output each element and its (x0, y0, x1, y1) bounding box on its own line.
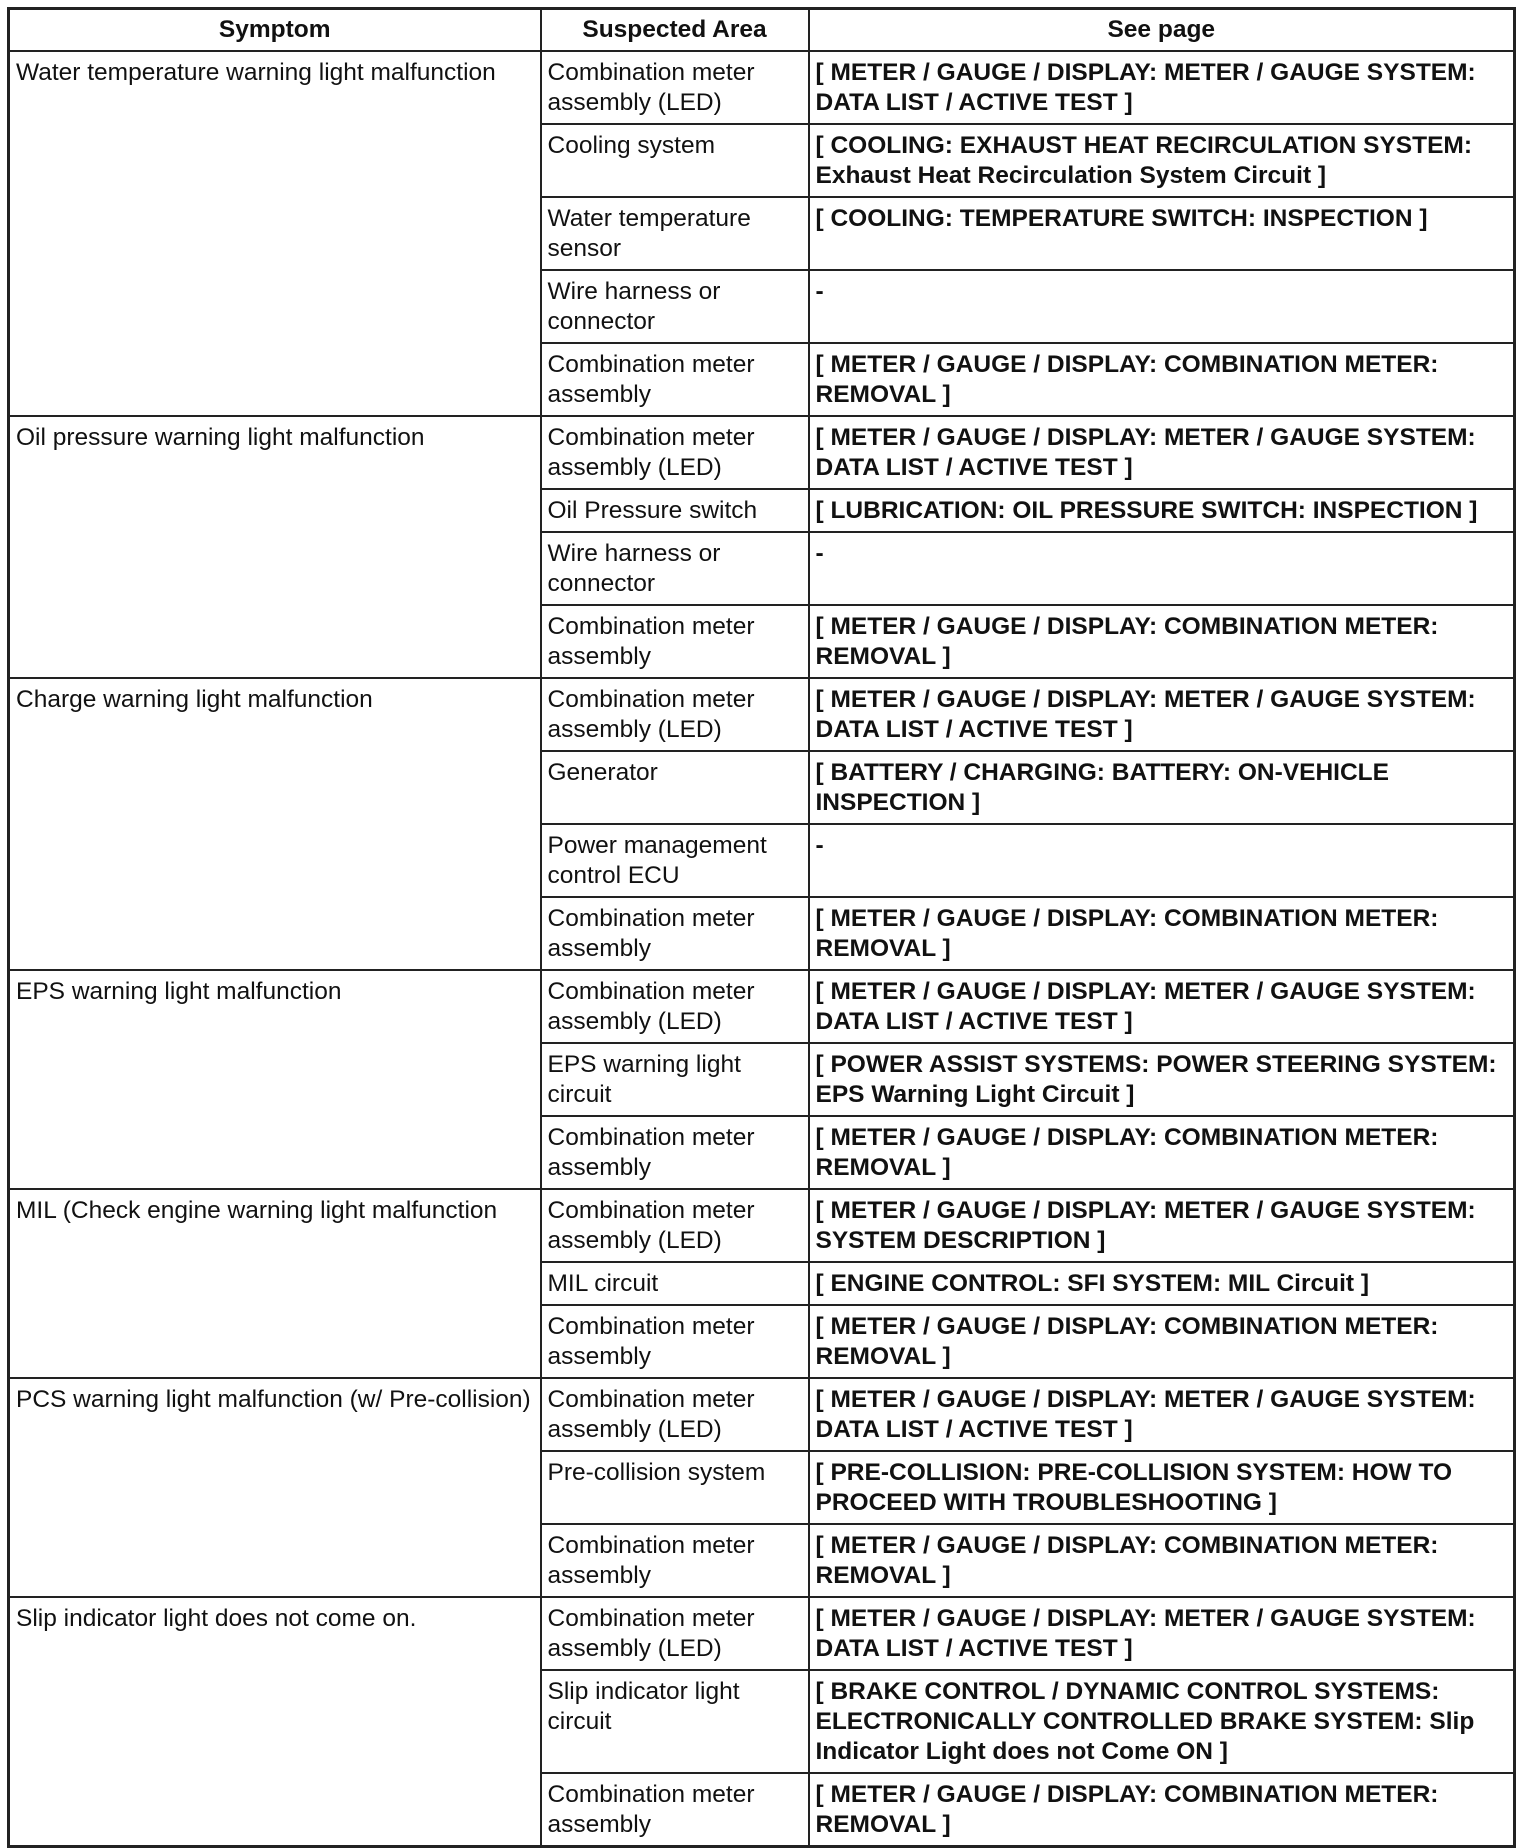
table-row (9, 1189, 1515, 1262)
suspected-area-cell: Combination meter assembly (LED) (541, 51, 809, 124)
suspected-area-cell: Combination meter assembly (541, 897, 809, 970)
see-page-reference-cell: [ COOLING: TEMPERATURE SWITCH: INSPECTION ] (809, 197, 1515, 270)
suspected-area-cell: Cooling system (541, 124, 809, 197)
see-page-reference-cell: [ METER / GAUGE / DISPLAY: COMBINATION METER: REMOVAL ] (809, 605, 1515, 678)
see-page-reference-cell: [ PRE-COLLISION: PRE-COLLISION SYSTEM: HOW TO PROCEED WITH TROUBLESHOOTING ] (809, 1451, 1515, 1524)
symptom-cell: PCS warning light malfunction (w/ Pre-collision) (9, 1378, 541, 1597)
suspected-area-cell: Generator (541, 751, 809, 824)
suspected-area-cell: MIL circuit (541, 1262, 809, 1305)
suspected-area-cell: Combination meter assembly (LED) (541, 1597, 809, 1670)
see-page-reference-cell: [ METER / GAUGE / DISPLAY: COMBINATION METER: REMOVAL ] (809, 343, 1515, 416)
see-page-reference-cell: [ METER / GAUGE / DISPLAY: COMBINATION METER: REMOVAL ] (809, 1305, 1515, 1378)
suspected-area-cell: Combination meter assembly (541, 343, 809, 416)
suspected-area-cell: Pre-collision system (541, 1451, 809, 1524)
see-page-reference-cell: [ METER / GAUGE / DISPLAY: METER / GAUGE SYSTEM: DATA LIST / ACTIVE TEST ] (809, 970, 1515, 1043)
see-page-reference-cell: [ METER / GAUGE / DISPLAY: METER / GAUGE SYSTEM: DATA LIST / ACTIVE TEST ] (809, 678, 1515, 751)
see-page-reference-cell: [ METER / GAUGE / DISPLAY: COMBINATION METER: REMOVAL ] (809, 1524, 1515, 1597)
see-page-reference-cell: - (809, 270, 1515, 343)
suspected-area-cell: EPS warning light circuit (541, 1043, 809, 1116)
see-page-reference-cell: [ METER / GAUGE / DISPLAY: METER / GAUGE SYSTEM: DATA LIST / ACTIVE TEST ] (809, 1597, 1515, 1670)
see-page-reference-cell: [ METER / GAUGE / DISPLAY: COMBINATION METER: REMOVAL ] (809, 1773, 1515, 1847)
table-row (9, 970, 1515, 1043)
see-page-reference-cell: [ METER / GAUGE / DISPLAY: METER / GAUGE SYSTEM: DATA LIST / ACTIVE TEST ] (809, 51, 1515, 124)
suspected-area-cell: Wire harness or connector (541, 270, 809, 343)
suspected-area-cell: Combination meter assembly (541, 1524, 809, 1597)
suspected-area-cell: Water temperature sensor (541, 197, 809, 270)
problem-symptoms-table (7, 7, 1516, 1848)
suspected-area-cell: Combination meter assembly (LED) (541, 1189, 809, 1262)
see-page-reference-cell: [ BATTERY / CHARGING: BATTERY: ON-VEHICLE INSPECTION ] (809, 751, 1515, 824)
suspected-area-cell: Combination meter assembly (541, 1116, 809, 1189)
see-page-reference-cell: [ METER / GAUGE / DISPLAY: METER / GAUGE SYSTEM: DATA LIST / ACTIVE TEST ] (809, 416, 1515, 489)
header-see-page: See page (809, 9, 1515, 51)
see-page-reference-cell: [ METER / GAUGE / DISPLAY: COMBINATION METER: REMOVAL ] (809, 897, 1515, 970)
table-row (9, 51, 1515, 124)
suspected-area-cell: Combination meter assembly (541, 1305, 809, 1378)
suspected-area-cell: Slip indicator light circuit (541, 1670, 809, 1773)
see-page-reference-cell: [ BRAKE CONTROL / DYNAMIC CONTROL SYSTEMS: ELECTRONICALLY CONTROLLED BRAKE SYSTEM: Slip Indicator Light does not Come ON ] (809, 1670, 1515, 1773)
table-body (9, 51, 1515, 1847)
symptom-cell: Water temperature warning light malfunction (9, 51, 541, 416)
table-row (9, 1597, 1515, 1670)
symptom-cell: Slip indicator light does not come on. (9, 1597, 541, 1847)
table-header-row (9, 9, 1515, 51)
symptom-cell: Charge warning light malfunction (9, 678, 541, 970)
see-page-reference-cell: [ ENGINE CONTROL: SFI SYSTEM: MIL Circuit ] (809, 1262, 1515, 1305)
see-page-reference-cell: [ METER / GAUGE / DISPLAY: METER / GAUGE SYSTEM: SYSTEM DESCRIPTION ] (809, 1189, 1515, 1262)
see-page-reference-cell: [ METER / GAUGE / DISPLAY: COMBINATION METER: REMOVAL ] (809, 1116, 1515, 1189)
see-page-reference-cell: [ LUBRICATION: OIL PRESSURE SWITCH: INSPECTION ] (809, 489, 1515, 532)
table-row (9, 1378, 1515, 1451)
see-page-reference-cell: [ POWER ASSIST SYSTEMS: POWER STEERING SYSTEM: EPS Warning Light Circuit ] (809, 1043, 1515, 1116)
header-symptom: Symptom (9, 9, 541, 51)
suspected-area-cell: Combination meter assembly (541, 1773, 809, 1847)
symptom-cell: Oil pressure warning light malfunction (9, 416, 541, 678)
table-row (9, 416, 1515, 489)
suspected-area-cell: Combination meter assembly (541, 605, 809, 678)
see-page-reference-cell: [ METER / GAUGE / DISPLAY: METER / GAUGE SYSTEM: DATA LIST / ACTIVE TEST ] (809, 1378, 1515, 1451)
suspected-area-cell: Combination meter assembly (LED) (541, 416, 809, 489)
suspected-area-cell: Combination meter assembly (LED) (541, 970, 809, 1043)
suspected-area-cell: Wire harness or connector (541, 532, 809, 605)
suspected-area-cell: Power management control ECU (541, 824, 809, 897)
symptom-cell: MIL (Check engine warning light malfunction (9, 1189, 541, 1378)
table-row (9, 678, 1515, 751)
suspected-area-cell: Combination meter assembly (LED) (541, 678, 809, 751)
symptom-cell: EPS warning light malfunction (9, 970, 541, 1189)
see-page-reference-cell: - (809, 532, 1515, 605)
header-suspected-area: Suspected Area (541, 9, 809, 51)
see-page-reference-cell: - (809, 824, 1515, 897)
see-page-reference-cell: [ COOLING: EXHAUST HEAT RECIRCULATION SYSTEM: Exhaust Heat Recirculation System Circuit ] (809, 124, 1515, 197)
suspected-area-cell: Oil Pressure switch (541, 489, 809, 532)
suspected-area-cell: Combination meter assembly (LED) (541, 1378, 809, 1451)
